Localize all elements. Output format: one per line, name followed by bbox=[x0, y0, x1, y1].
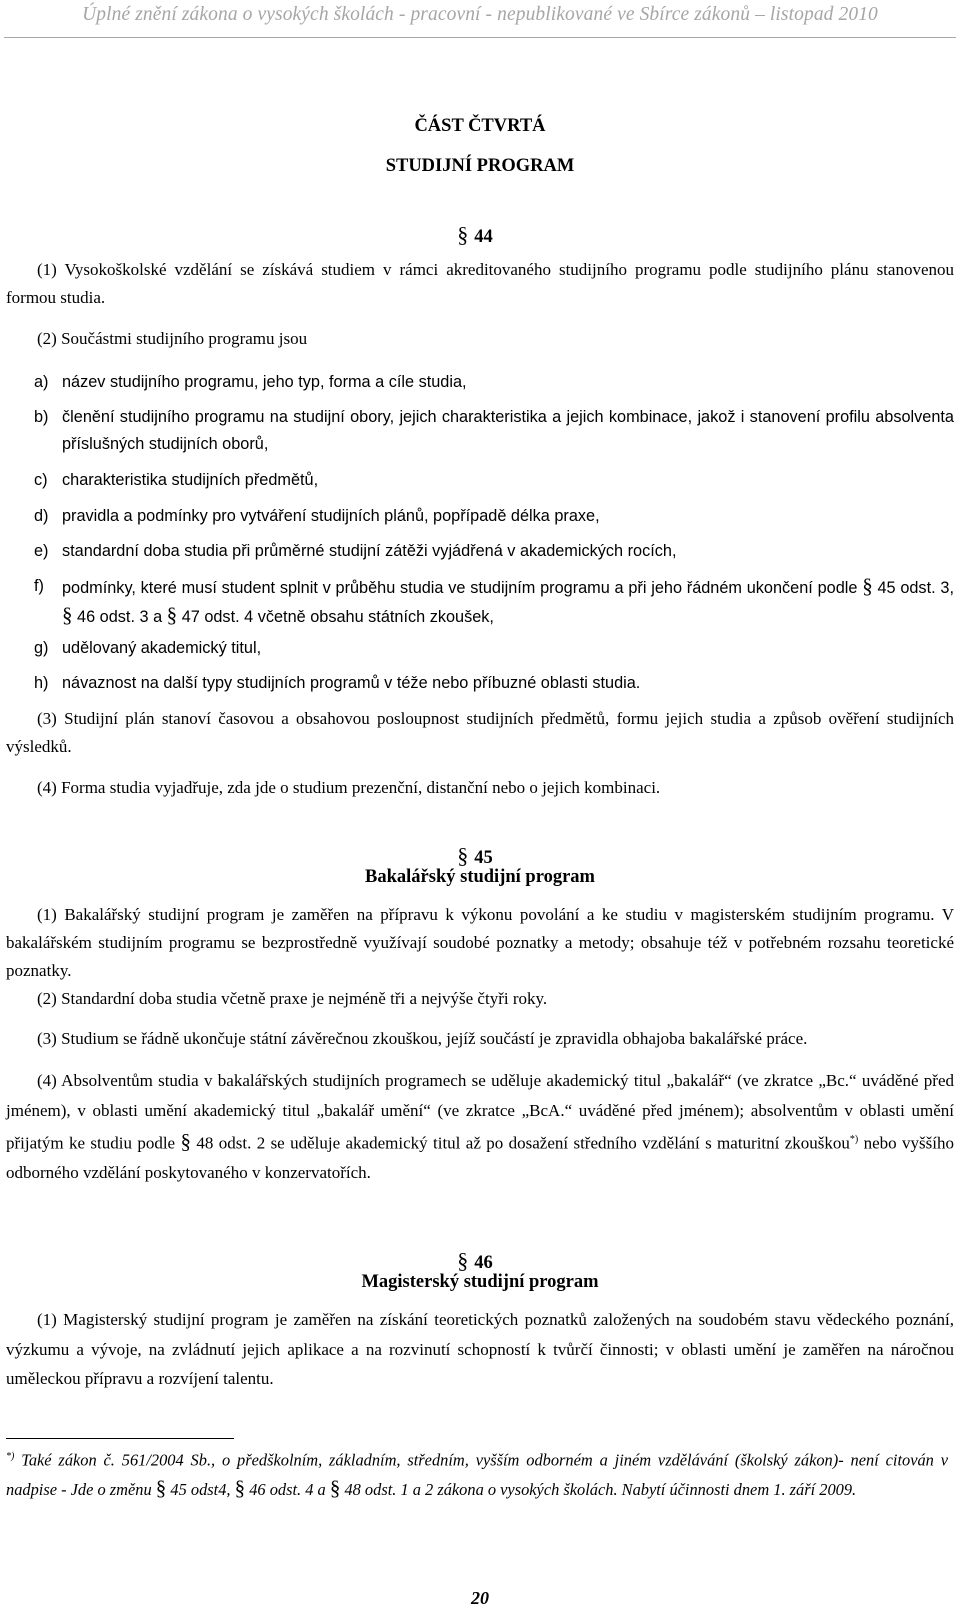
s46-paragraph-1: (1) Magisterský studijní program je zaměřen na získání teoretických poznatků založených na soudobém stavu vědeckého poznání, výzkumu a vývoje, na zvládnutí jejich aplikace a na rozvinutí schopností k tvůrčí činnosti; v oblasti umění je zaměřen na náročnou uměleckou přípravu a rozvíjení talentu. bbox=[6, 1310, 954, 1388]
section-44-number: § 44 bbox=[457, 222, 493, 247]
list-item-b: b) členění studijního programu na studijní obory, jejich charakteristika a jejich kombinace, jakož i stanovení profilu absolventa příslušných studijních oborů, bbox=[34, 408, 954, 453]
s45-paragraph-3: (3) Studium se řádně ukončuje státní závěrečnou zkouškou, jejíž součástí je zpravidla obhajoba bakalářské práce. bbox=[37, 1029, 808, 1048]
s45-paragraph-2: (2) Standardní doba studia včetně praxe je nejméně tři a nejvýše čtyři roky. bbox=[37, 989, 548, 1008]
page-number: 20 bbox=[471, 1588, 489, 1608]
list-item-c: c) charakteristika studijních předmětů, bbox=[34, 471, 319, 489]
section-45-number: § 45 bbox=[457, 843, 493, 868]
s44-paragraph-3: (3) Studijní plán stanoví časovou a obsahovou posloupnost studijních předmětů, formu jejich studia a způsob ověření studijních výsledků. bbox=[6, 709, 954, 756]
list-item-h: h) návaznost na další typy studijních programů v téže nebo příbuzné oblasti studia. bbox=[34, 674, 641, 692]
list-item-f: f) podmínky, které musí student splnit v průběhu studia ve studijním programu a při jeho řádném ukončení podle § 45 odst. 3, § 46 odst. 3 a § 47 odst. 4 včetně obsahu státních zkoušek, bbox=[34, 574, 954, 627]
s44-paragraph-1: (1) Vysokoškolské vzdělání se získává studiem v rámci akreditovaného studijního programu podle studijního plánu stanovenou formou studia. bbox=[6, 260, 954, 307]
part-subtitle: STUDIJNÍ PROGRAM bbox=[385, 156, 575, 176]
part-title: ČÁST ČTVRTÁ bbox=[414, 116, 546, 136]
footnote: *) Také zákon č. 561/2004 Sb., o předškolním, základním, středním, vyšším odborném a jiném vzdělávání (školský zákon)- není citován v nadpise - Jde o změnu § 45 odst4, § 46 odst. 4 a § 48 odst. 1 a 2 zákona o vysokých školách. Nabytí účinnosti dnem 1. září 2009. bbox=[6, 1450, 948, 1501]
list-item-e: e) standardní doba studia při průměrné studijní zátěži vyjádřená v akademických rocích, bbox=[34, 542, 677, 560]
section-45-title: Bakalářský studijní program bbox=[365, 867, 595, 887]
running-header: Úplné znění zákona o vysokých školách - pracovní - nepublikované ve Sbírce zákonů – listopad 2010 bbox=[82, 4, 878, 25]
list-item-a: a) název studijního programu, jeho typ, forma a cíle studia, bbox=[34, 373, 467, 391]
list-item-d: d) pravidla a podmínky pro vytváření studijních plánů, popřípadě délka praxe, bbox=[34, 507, 600, 525]
header-rule bbox=[4, 37, 956, 38]
s45-paragraph-1: (1) Bakalářský studijní program je zaměřen na přípravu k výkonu povolání a ke studiu v magisterském studijním programu. V bakalářském studijním programu se bezprostředně využívají soudobé poznatky a metody; obsahuje též v potřebném rozsahu teoretické poznatky. bbox=[6, 905, 954, 980]
s44-paragraph-4: (4) Forma studia vyjadřuje, zda jde o studium prezenční, distanční nebo o jejich kombinaci. bbox=[37, 778, 661, 797]
s44-paragraph-2: (2) Součástmi studijního programu jsou bbox=[37, 329, 308, 348]
section-46-title: Magisterský studijní program bbox=[361, 1272, 599, 1292]
list-item-g: g) udělovaný akademický titul, bbox=[34, 639, 262, 657]
section-46-number: § 46 bbox=[457, 1248, 493, 1273]
footnote-rule bbox=[6, 1438, 234, 1439]
s45-paragraph-4: (4) Absolventům studia v bakalářských studijních programech se uděluje akademický titul „bakalář“ (ve zkratce „Bc.“ uváděné před jménem), v oblasti umění akademický titul „bakalář umění“ (ve zkratce „BcA.“ uváděné před jménem); absolventům v oblasti umění přijatým ke studiu podle § 48 odst. 2 se uděluje akademický titul až po dosažení středního vzdělání s maturitní zkouškou*) nebo vyššího odborného vzdělání poskytovaného v konzervatořích. bbox=[6, 1071, 955, 1183]
section-symbol: § bbox=[457, 222, 469, 247]
